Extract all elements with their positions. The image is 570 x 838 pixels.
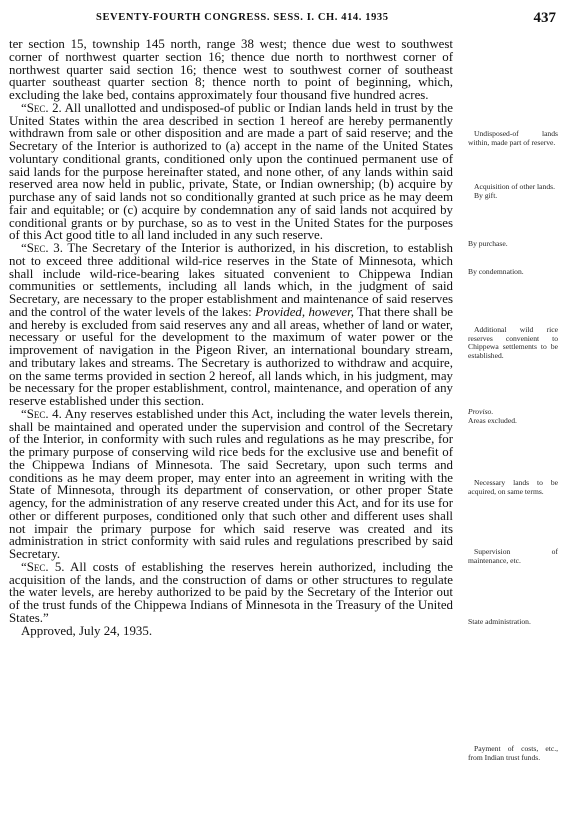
section-label: Sec. 4. — [26, 406, 62, 421]
margin-note-necessary-lands: Necessary lands to be acquired, on same terms. — [468, 478, 558, 496]
margin-note-state-administration: State administration. — [468, 617, 531, 626]
margin-note-proviso: Proviso. Areas excluded. — [468, 407, 517, 425]
section-label: Sec. 3. — [26, 241, 63, 255]
page-number: 437 — [533, 10, 556, 26]
margin-note-condemnation: By condemnation. — [468, 267, 524, 276]
paragraph-section-2: “Sec. 2. All unallotted and undisposed-of public or Indian lands held in trust by the United States within the area described in section 1 hereof are hereby permanently withdrawn from sale or other disposition and are made a part of said reserve; and the Secretary of the Interior is authorized to (a) accept in the name of the United States voluntary conditional grants, conditioned only upon the continued permanent use of said lands for the purpose hereinafter stated, and none other, of any lands within said reserved area now held in public, private, State, or Indian ownership; (b) acquire by purchase any of said lands not so conditionally granted at such price as he may deem fair and equitable; or (c) acquire by condemnation any of said lands not acquired by conditional grants or by purchase, so as to vest in the United States for the purposes of this Act good title to all land included in any such reserve. — [9, 100, 453, 243]
section-label: Sec. 2. — [26, 100, 62, 115]
paragraph-section-5: “Sec. 5. All costs of establishing the reserves herein authorized, including the acquisition of the lands, and the construction of dams or other structures to regulate the water levels, are hereby authorized to be paid by the Secretary of the Interior out of the trust funds of the Chippewa Indians of Minnesota in the Treasury of the United States.” — [9, 559, 453, 625]
margin-note-undisposed: Undisposed-of lands within, made part of reserve. — [468, 129, 558, 147]
margin-note-additional-reserves: Additional wild rice reserves convenient to Chippewa settlements to be established. — [468, 325, 558, 360]
paragraph-section-4: “Sec. 4. Any reserves established under this Act, including the water levels therein, shall be maintained and operated under the supervision and control of the Secretary of the Interior, in conformity with such rules and regulations as he may prescribe, for the primary purpose of conserving wild rice beds for the exclusive use and benefit of the Chippewa Indians of Minnesota. The said Secretary, upon such terms and conditions as he may deem proper, may enter into an agreement in writing with the State of Minnesota, through its department of conservation, or other proper State agency, for the administration of any reserve created under this Act, and for its use for other or different purposes, conditioned only that such other and different uses shall not impair the primary purpose for which said reserve was created and its administration in strict conformity with said rules and regulations prescribed by said Secretary. — [9, 406, 453, 561]
section-label: Sec. 5. — [26, 559, 65, 574]
margin-note-supervision: Supervision of maintenance, etc. — [468, 547, 558, 565]
paragraph-section-3: “Sec. 3. The Secretary of the Interior is authorized, in his discretion, to establish not to exceed three additional wild-rice reserves in the State of Minnesota, which shall include wild-rice-bearing lakes situated convenient to Chippewa Indian communities or settlements, including all lands which, in the judgment of said Secretary, are necessary to the proper establishment and maintenance of said reserves and the control of the water levels of the lakes: Provided, however, That there shall be and hereby is excluded from said reserves any and all areas, whether of land or water, necessary or useful for the development to the maximum of water power or the improvement of navigation in the Pigeon River, an international boundary stream, and tributary lakes and streams. The Secretary is authorized to withdraw and acquire, on the same terms provided in section 2 hereof, all lands which, in his judgment, may be necessary for the proper establishment, control, maintenance, and operation of any reserve established under this section. — [9, 241, 453, 408]
margin-note-purchase: By purchase. — [468, 239, 508, 248]
margin-note-payment: Payment of costs, etc., from Indian trust funds. — [468, 744, 558, 762]
running-head: SEVENTY-FOURTH CONGRESS. SESS. I. CH. 414. 1935 — [96, 12, 389, 23]
paragraph-section-1-end: ter section 15, township 145 north, range 38 west; thence due west to southwest corner of northwest quarter section 16; thence due north to northwest corner of northwest quarter said section 16; thence west to southwest corner of southeast quarter southeast quarter section 8; thence north to point of beginning, which, excluding the lake bed, contains approximately four thousand five hundred acres. — [9, 37, 453, 102]
approval-line: Approved, July 24, 1935. — [21, 623, 153, 638]
margin-note-acquisition: Acquisition of other lands. By gift. — [474, 182, 555, 200]
statute-body — [9, 38, 453, 637]
proviso-phrase: Provided, however, — [255, 304, 354, 319]
page-header — [0, 10, 570, 30]
